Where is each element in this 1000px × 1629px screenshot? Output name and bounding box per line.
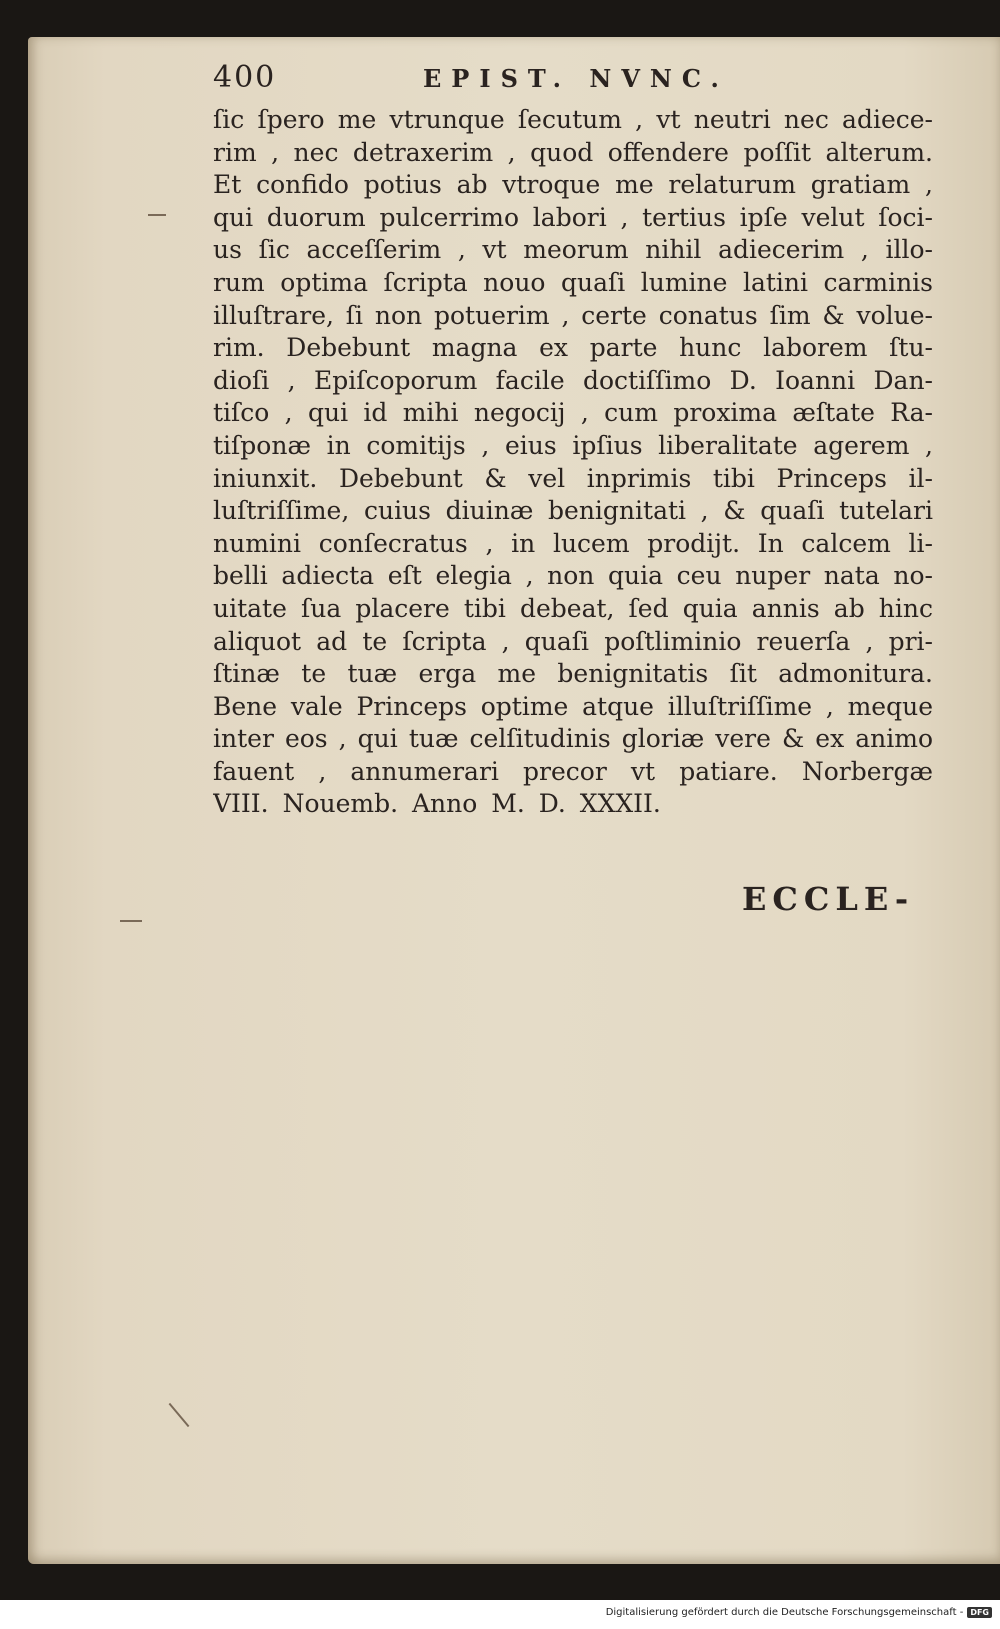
running-title: EPIST. NVNC.	[423, 64, 729, 93]
body-text	[213, 104, 933, 821]
text-line: numini conſecratus , in lucem prodijt. In calcem li-	[213, 528, 933, 558]
page-header	[213, 60, 933, 100]
text-line: dioſi , Epiſcoporum facile doctiſſimo D. Ioanni Dan-	[213, 365, 933, 395]
text-line: ſic ſpero me vtrunque ſecutum , vt neutri nec adiece-	[213, 105, 933, 134]
catchword: ECCLE-	[742, 880, 915, 918]
text-line: tiſco , qui id mihi negocij , cum proxima æſtate Ra-	[213, 398, 933, 428]
page-number: 400	[213, 60, 277, 95]
text-line: Bene vale Princeps optime atque illuſtriſſime , meque	[213, 691, 933, 721]
margin-mark	[148, 214, 166, 216]
text-line: rum optima ſcripta nouo quaſi lumine latini carminis	[213, 267, 933, 297]
text-line: belli adiecta eſt elegia , non quia ceu nuper nata no-	[213, 561, 933, 591]
text-line: tiſponæ in comitijs , eius ipſius liberalitate agerem ,	[213, 430, 933, 460]
text-line-date: VIII. Nouemb. Anno M. D. XXXII.	[213, 789, 661, 819]
text-line: Et confido potius ab vtroque me relaturum gratiam ,	[213, 170, 933, 200]
text-line: fauent , annumerari precor vt patiare. Norbergæ	[213, 756, 933, 786]
text-line: luſtriſſime, cuius diuinæ benignitati , & quaſi tutelari	[213, 496, 933, 526]
text-line: aliquot ad te ſcripta , quaſi poſtliminio reuerſa , pri-	[213, 626, 933, 656]
dfg-logo-icon: DFG	[967, 1607, 992, 1618]
text-line: iniunxit. Debebunt & vel inprimis tibi Princeps il-	[213, 463, 933, 493]
digitization-footer	[606, 1607, 992, 1618]
text-line: rim , nec detraxerim , quod offendere poſſit alterum.	[213, 137, 933, 167]
text-line: rim. Debebunt magna ex parte hunc laborem ſtu-	[213, 333, 933, 363]
text-line: us ſic acceſſerim , vt meorum nihil adiecerim , illo-	[213, 235, 933, 265]
text-line: qui duorum pulcerrimo labori , tertius ipſe velut ſoci-	[213, 202, 933, 232]
text-line: ſtinæ te tuæ erga me benignitatis ſit admonitura.	[213, 659, 933, 689]
margin-mark	[120, 920, 142, 922]
text-line: inter eos , qui tuæ celſitudinis gloriæ vere & ex animo	[213, 724, 933, 754]
footer-text: Digitalisierung gefördert durch die Deutsche Forschungsgemeinschaft -	[605, 1607, 964, 1618]
text-line: uitate ſua placere tibi debeat, ſed quia annis ab hinc	[213, 593, 933, 623]
text-line: illuſtrare, ſi non potuerim , certe conatus ſim & volue-	[213, 300, 933, 330]
